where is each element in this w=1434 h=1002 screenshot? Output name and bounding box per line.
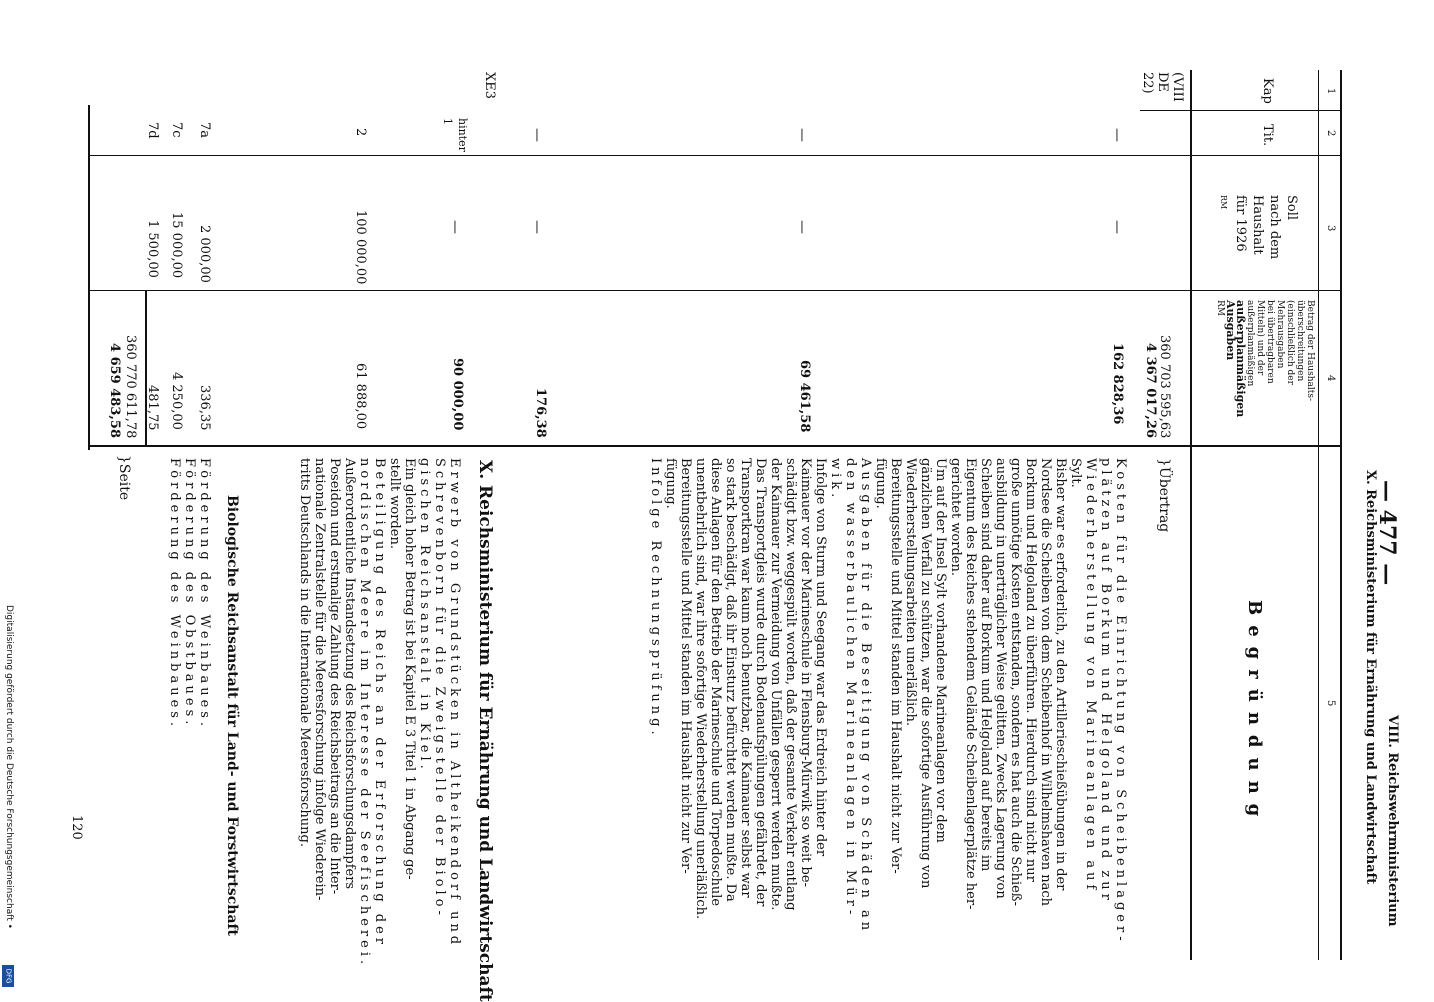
amount-69461: 69 461,58 (797, 360, 812, 433)
dfg-logo: DFG (2, 965, 14, 987)
ministry-header: VIII. Reichswehrministerium (1385, 715, 1400, 927)
seite-label: }Seite (116, 455, 132, 501)
page-number-bottom: 120 (69, 815, 84, 840)
amount-162828: 162 828,36 (1110, 343, 1125, 425)
table-top-rule (1340, 70, 1342, 960)
biologische-reichsanstalt-title: Biologische Reichsanstalt für Land- und Forstwirtschaft (224, 495, 240, 937)
col-num-3: 3 (1325, 225, 1336, 232)
tit-7c: 7c (169, 122, 184, 138)
dash-6: — (529, 220, 545, 234)
carry-in-1: 360 703 595,63 (1157, 335, 1172, 439)
page-number-top: — 477 — (1374, 480, 1400, 586)
amount-336: 336,35 (197, 385, 212, 431)
text-block-grundstuecke: Erwerb von Grundstücken in Altheikendorf und Schrevenborn für die Zweigstelle der Biolo- gischen Reichsanstalt in Kiel. Ein gleich hoher Betrag ist bei Kapitel E 3 Titel 1 in Abgang ge- stellt worden. Beteiligung des Reichs an der Erforschung der nordischen Meere im Interesse der Seefischerei. Außerordentliche Instandsetzung des Reichsforschungsdampfers Poseidon und erstmalige Zahlung des Reichsbeitrags an die Inter- nationale Zentralstelle für die Meeresforschung infolge Wiederein- tritts Deutschlands in die Internationale Meeresforschung. (297, 458, 462, 969)
col-num-2: 2 (1325, 130, 1336, 137)
table-left-rule (88, 105, 90, 450)
col-rule-3 (90, 290, 1340, 291)
tit-7a: 7a (197, 122, 212, 139)
col-num-4: 4 (1325, 375, 1336, 382)
kap-viii-de-22: (VIII DE 22) (1140, 72, 1185, 102)
begruendung-title: Begründung (1244, 600, 1265, 827)
col-header-kap: Kap (1260, 78, 1275, 104)
carry-in-2: 4 367 017,26 (1143, 343, 1158, 438)
col-num-5: 5 (1325, 700, 1336, 707)
kap-xe3: XE3 (482, 72, 497, 100)
soll-2000: 2 000,00 (197, 225, 212, 283)
col-num-1: 1 (1325, 88, 1336, 95)
dash-7: — (447, 220, 463, 234)
sum-2: 4 659 483,58 (107, 343, 122, 438)
dash-1: — (1109, 128, 1125, 142)
dash-2: — (1109, 220, 1125, 234)
amount-4250: 4 250,00 (169, 372, 184, 430)
col-header-betrag: Betrag der Haushalts- überschreitungen (einschließlich der Mehrausgaben bei übertragbaren Mitteln) und der außerplanmäßigen außerplanmäßigen Ausgaben RM (1215, 300, 1315, 418)
digitization-note: Digitalisierung gefördert durch die Deutsche Forschungsgemeinschaft • (4, 605, 14, 929)
dash-5: — (529, 128, 545, 142)
col-rule-4 (90, 445, 1340, 447)
col-header-tit: Tit. (1260, 124, 1275, 147)
tit-hinter-1: hinter 1 (441, 118, 469, 152)
text-block-foerderung: Förderung des Weinbaues. Förderung des Obstbaues. Förderung des Weinbaues. (167, 458, 212, 731)
soll-100000: 100 000,00 (353, 210, 368, 285)
amount-176: 176,38 (533, 388, 548, 438)
amount-61888: 61 888,00 (353, 363, 368, 430)
chapter-header: X. Reichsministerium für Ernährung und Landwirtschaft (1363, 470, 1378, 885)
col-rule-2 (90, 155, 1340, 156)
section-x-title: X. Reichsministerium für Ernährung und Landwirtschaft (475, 460, 495, 1002)
dash-3: — (794, 128, 810, 142)
header-number-rule (1318, 70, 1319, 960)
amount-481: 481,75 (145, 385, 160, 431)
tit-7d: 7d (145, 122, 160, 139)
sum-1: 360 770 611,78 (123, 335, 138, 439)
text-block-scheibenlager: Kosten für die Einrichtung von Scheibenlager- plätzen auf Borkum und Helgoland und zur Wiederherstellung von Marineanlagen auf Sylt. Bisher war es erforderlich, zu den Artillerieschießübungen in der Nordsee die Scheiben von dem Scheibenhof in Wilhelmshaven nach Borkum und Helgoland zu überführen. Hierdurch sind nicht nur große unnötige Kosten entstanden, sondern es hat auch die Schieß- ausbildung in unerträglicher Weise gelitten. Zwecks Lagerung von Scheiben sind daher auf Borkum und Helgoland auf bereits im Eigentum des Reiches stehendem Gelände Scheibenlagerplätze her- gerichtet worden. Um auf der Insel Sylt vorhandene Marineanlagen vor dem gänzlichen Verfall zu schützen, war die sofortige Ausführung von Wiederherstellungsarbeiten unerläßlich. Bereitungsstelle und Mittel standen im Haushalt nicht zur Ver- fügung. Ausgaben für die Beseitigung von Schäden an den wasserbaulichen Marineanlagen in Mür- wik. Infolge von Sturm und Seegang war das Erdreich hinter der Kaimauer vor der Marineschule in Flensburg-Mürwik so weit be- schädigt bzw. weggespült worden, daß der gesamte Verkehr entlang der Kaimauer zur Vermeidung von Unfällen gesperrt werden mußte. Das Transportgleis wurde durch Bodenaufspülungen gefährdet, der Transportkran war kaum noch benutzbar, die Kaimauer selbst war so stark beschädigt, daß ihr Einsturz befürchtet werden mußte. Da diese Anlagen für den Betrieb der Marineschule und Torpedoschule unentbehrlich sind, war ihre sofortige Wiederherstellung unerläßlich. Bereitungsstelle und Mittel standen im Haushalt nicht zur Ver- fügung. Infolge Rechnungsprüfung. (648, 458, 1128, 945)
col-rule-1 (1140, 110, 1340, 111)
soll-15000: 15 000,00 (169, 212, 184, 279)
soll-1500: 1 500,00 (145, 220, 160, 278)
uebertrag-top: }Übertrag (1156, 458, 1172, 533)
amount-90000: 90 000,00 (450, 358, 465, 431)
tit-2: 2 (353, 128, 368, 137)
header-bottom-rule (1190, 70, 1192, 960)
col-header-soll: Soll nach dem Haushalt für 1926 RM (1219, 195, 1299, 260)
dash-4: — (794, 220, 810, 234)
